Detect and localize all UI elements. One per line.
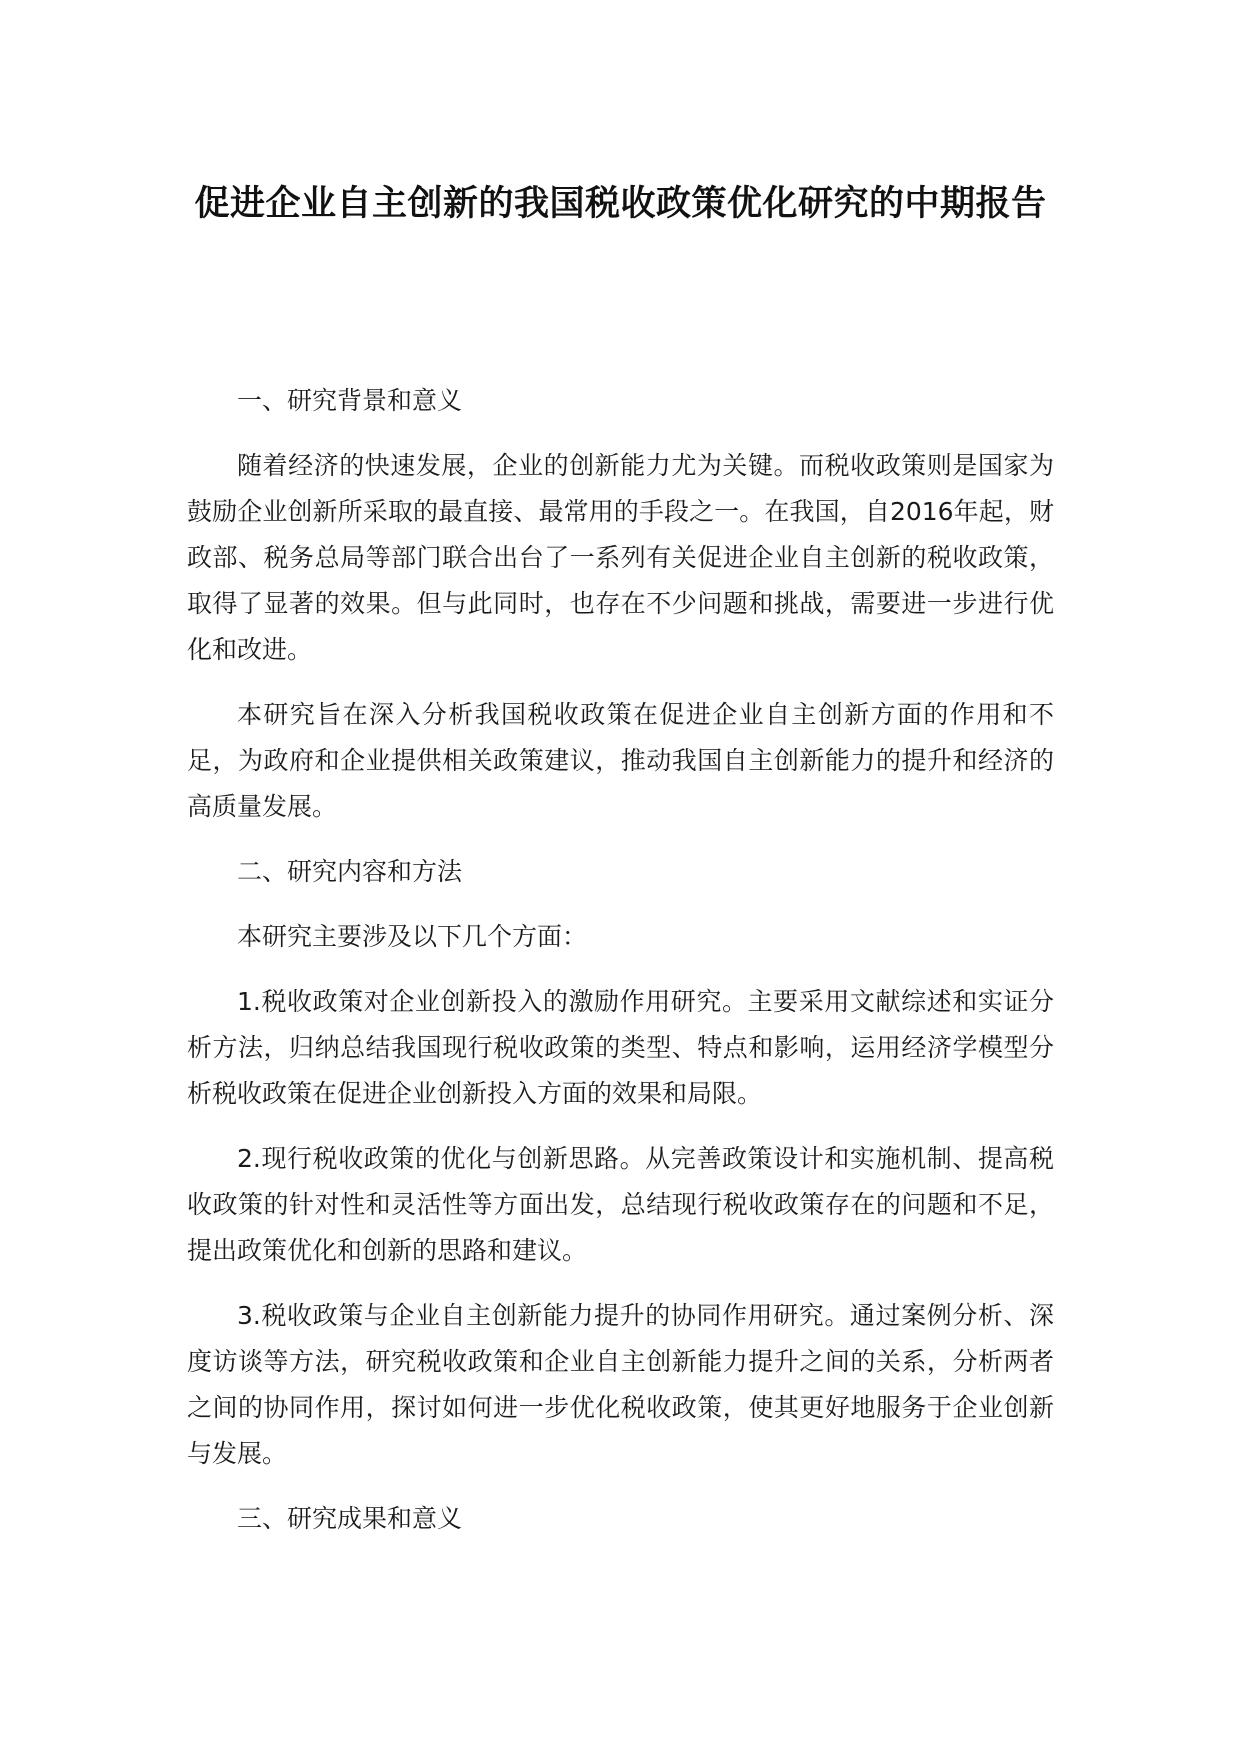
paragraph: 1.税收政策对企业创新投入的激励作用研究。主要采用文献综述和实证分析方法，归纳总结我国现行税收政策的类型、特点和影响，运用经济学模型分析税收政策在促进企业创新投入方面的效果和局限。 bbox=[187, 987, 1054, 1108]
paragraph: 随着经济的快速发展，企业的创新能力尤为关键。而税收政策则是国家为鼓励企业创新所采取的最直接、最常用的手段之一。在我国，自2016年起，财政部、税务总局等部门联合出台了一系列有关促进企业自主创新的税收政策，取得了显著的效果。但与此同时，也存在不少问题和挑战，需要进一步进行优化和改进。 bbox=[187, 451, 1054, 664]
section-heading: 一、研究背景和意义 bbox=[237, 386, 463, 415]
section-heading: 三、研究成果和意义 bbox=[237, 1504, 463, 1533]
paragraph: 3.税收政策与企业自主创新能力提升的协同作用研究。通过案例分析、深度访谈等方法，研究税收政策和企业自主创新能力提升之间的关系，分析两者之间的协同作用，探讨如何进一步优化税收政策，使其更好地服务于企业创新与发展。 bbox=[187, 1301, 1054, 1468]
paragraph: 2.现行税收政策的优化与创新思路。从完善政策设计和实施机制、提高税收政策的针对性和灵活性等方面出发，总结现行税收政策存在的问题和不足，提出政策优化和创新的思路和建议。 bbox=[187, 1144, 1054, 1265]
paragraph: 本研究主要涉及以下几个方面： bbox=[237, 922, 588, 951]
document-body bbox=[187, 378, 1054, 1561]
paragraph: 本研究旨在深入分析我国税收政策在促进企业自主创新方面的作用和不足，为政府和企业提供相关政策建议，推动我国自主创新能力的提升和经济的高质量发展。 bbox=[187, 700, 1054, 821]
section-heading: 二、研究内容和方法 bbox=[237, 857, 463, 886]
document-title: 促进企业自主创新的我国税收政策优化研究的中期报告 bbox=[194, 184, 1047, 224]
